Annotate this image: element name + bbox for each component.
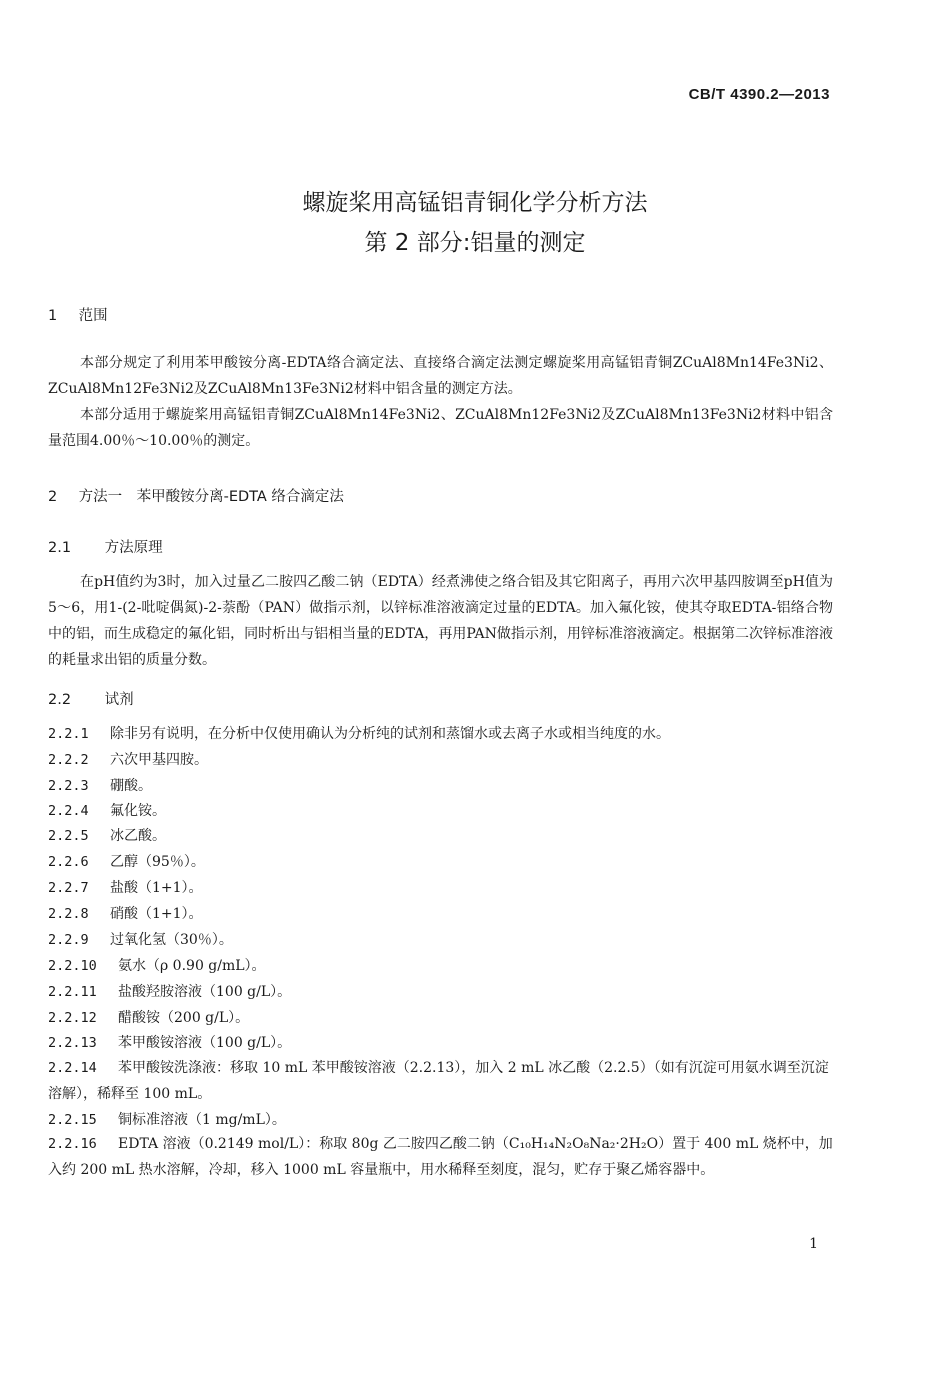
item-number: 2.2.11: [48, 984, 97, 1000]
item-text: 氨水（ρ 0.90 g/mL）。: [118, 958, 266, 974]
section-2-2-heading: [48, 688, 134, 709]
scope-paragraph-2: 本部分适用于螺旋桨用高锰铝青铜ZCuAl8Mn14Fe3Ni2、ZCuAl8Mn12Fe3Ni2及ZCuAl8Mn13Fe3Ni2材料中铝含量范围4.00％～10.00％的测定。: [48, 407, 833, 449]
item-number: 2.2.2: [48, 752, 89, 768]
item-number: 2.2.6: [48, 854, 89, 870]
item-text: 冰乙酸。: [110, 828, 166, 844]
principle-paragraph: 在pH值约为3时，加入过量乙二胺四乙酸二钠（EDTA）经煮沸使之络合铝及其它阳离子，再用六次甲基四胺调至pH值为5～6，用1-(2-吡啶偶氮)-2-萘酚（PAN）做指示剂，以锌标准溶液滴定过量的EDTA。加入氟化铵，使其夺取EDTA-铝络合物中的铝，而生成稳定的氟化铝，同时析出与铝相当量的EDTA，再用PAN做指示剂，用锌标准溶液滴定。根据第二次锌标准溶液的耗量求出铝的质量分数。: [48, 574, 833, 668]
item-number: 2.2.15: [48, 1112, 97, 1128]
section-2-1-heading: [48, 536, 163, 557]
item-number: 2.2.16: [48, 1136, 97, 1152]
standard-code: CB/T 4390.2—2013: [688, 86, 830, 103]
document-title: 螺旋桨用高锰铝青铜化学分析方法: [302, 190, 648, 216]
reagent-item: [48, 979, 833, 1005]
reagent-item: [48, 1107, 833, 1133]
item-number: 2.2.10: [48, 958, 97, 974]
item-text: 过氧化氢（30％）。: [110, 932, 233, 948]
item-number: 2.2.7: [48, 880, 89, 896]
item-text: 盐酸羟胺溶液（100 g/L）。: [118, 984, 292, 1000]
item-text: EDTA 溶液（0.2149 mol/L）：称取 80g 乙二胺四乙酸二钠（: [118, 1136, 509, 1152]
item-text: 除非另有说明，在分析中仅使用确认为分析纯的试剂和蒸馏水或去离子水或相当纯度的水。: [110, 726, 670, 742]
section-number: 2: [48, 489, 58, 505]
section-title: 范围: [78, 308, 108, 324]
reagent-item: [48, 721, 833, 747]
item-text: 苯甲酸铵溶液（100 g/L）。: [118, 1035, 292, 1051]
item-number: 2.2.1: [48, 726, 89, 742]
document-subtitle: 第 2 部分:铝量的测定: [364, 230, 586, 256]
reagent-item: [48, 798, 833, 824]
section-number: 2.2: [48, 692, 72, 708]
item-text: 硝酸（1+1）。: [110, 906, 203, 922]
item-number: 2.2.13: [48, 1035, 97, 1051]
reagent-item: [48, 1055, 833, 1107]
section-number: 1: [48, 308, 58, 324]
section-1-heading: [48, 304, 108, 325]
reagent-item: [48, 823, 833, 849]
reagent-item-edta: [48, 1131, 833, 1183]
reagent-item: [48, 1030, 833, 1056]
item-text: 铜标准溶液（1 mg/mL）。: [118, 1112, 286, 1128]
item-text: 苯甲酸铵洗涤液：移取 10 mL 苯甲酸铵溶液（2.2.13），加入 2 mL 冰乙酸（2.2.5）（如有沉淀可用氨水调至沉淀溶解），稀释至 100 mL。: [48, 1060, 829, 1102]
reagent-item: [48, 773, 833, 799]
chemical-formula: C₁₀H₁₄N₂O₈Na₂·2H₂O: [508, 1136, 659, 1152]
item-number: 2.2.5: [48, 828, 89, 844]
reagent-item: [48, 875, 833, 901]
item-text: 醋酸铵（200 g/L）。: [118, 1010, 250, 1026]
item-number: 2.2.14: [48, 1060, 97, 1076]
item-text: ）置于 400 mL 烧杯中，加入约 200 mL 热水溶解，冷却，移入 1000 mL 容量瓶中，用水稀释至刻度，混匀，贮存于聚乙烯容器中。: [48, 1136, 833, 1178]
section-2-heading: [48, 485, 344, 506]
reagent-item: [48, 953, 833, 979]
scope-paragraph-1: 本部分规定了利用苯甲酸铵分离-EDTA络合滴定法、直接络合滴定法测定螺旋桨用高锰铝青铜ZCuAl8Mn14Fe3Ni2、ZCuAl8Mn12Fe3Ni2及ZCuAl8Mn13Fe3Ni2材料中铝含量的测定方法。: [48, 355, 833, 397]
item-number: 2.2.9: [48, 932, 89, 948]
section-title: 试剂: [104, 692, 134, 708]
item-text: 硼酸。: [110, 778, 152, 794]
item-number: 2.2.3: [48, 778, 89, 794]
reagent-item: [48, 927, 833, 953]
item-text: 六次甲基四胺。: [110, 752, 208, 768]
reagent-item: [48, 1005, 833, 1031]
section-title: 方法一 苯甲酸铵分离-EDTA 络合滴定法: [78, 489, 344, 505]
item-number: 2.2.4: [48, 803, 89, 819]
item-number: 2.2.12: [48, 1010, 97, 1026]
reagent-item: [48, 849, 833, 875]
reagent-item: [48, 901, 833, 927]
item-text: 氟化铵。: [110, 803, 166, 819]
item-text: 乙醇（95％）。: [110, 854, 205, 870]
reagent-item: [48, 747, 833, 773]
item-number: 2.2.8: [48, 906, 89, 922]
item-text: 盐酸（1+1）。: [110, 880, 203, 896]
section-title: 方法原理: [104, 540, 163, 556]
page-number: 1: [809, 1236, 818, 1252]
section-number: 2.1: [48, 540, 72, 556]
